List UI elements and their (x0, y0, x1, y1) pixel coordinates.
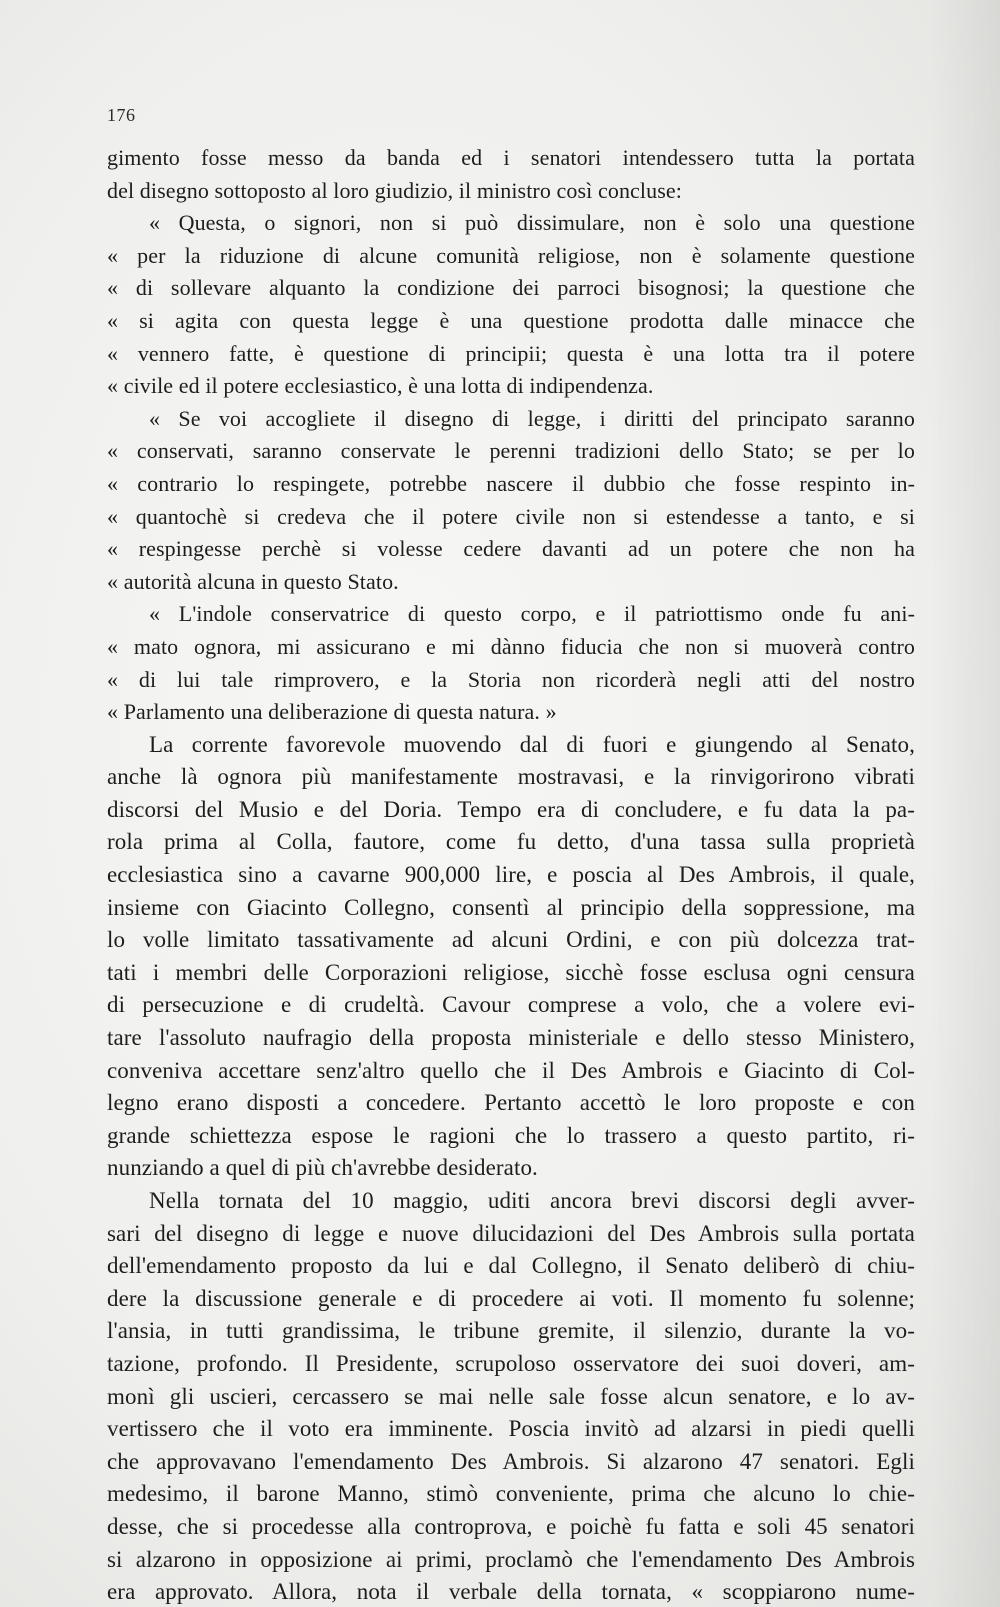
text-line: « Parlamento una deliberazione di questa natura. » (107, 699, 557, 725)
text-line: grande schiettezza espose le ragioni che lo trassero a questo partito, ri- (107, 1122, 915, 1148)
text-line: « quantochè si credeva che il potere civile non si estendesse a tanto, e si (107, 503, 915, 529)
text-line: vertissero che il voto era imminente. Poscia invitò ad alzarsi in piedi quelli (107, 1416, 915, 1442)
text-line: « autorità alcuna in questo Stato. (107, 568, 399, 594)
text-line: « di sollevare alquanto la condizione dei parroci bisognosi; la questione che (107, 275, 915, 301)
text-line: « respingesse perchè si volesse cedere davanti ad un potere che non ha (107, 536, 915, 562)
text-line: medesimo, il barone Manno, stimò conveniente, prima che alcuno lo chie- (107, 1481, 915, 1507)
text-line: desse, che si procedesse alla controprova, e poichè fu fatta e soli 45 senatori (107, 1513, 915, 1539)
body-text (107, 142, 915, 1607)
text-line: « Questa, o signori, non si può dissimulare, non è solo una questione (149, 210, 915, 236)
text-line: legno erano disposti a concedere. Pertanto accettò le loro proposte e con (107, 1090, 915, 1116)
text-line: rola prima al Colla, fautore, come fu detto, d'una tassa sulla proprietà (107, 829, 915, 855)
page-number: 176 (107, 105, 136, 125)
text-line: tati i membri delle Corporazioni religiose, sicchè fosse esclusa ogni censura (107, 959, 915, 985)
text-line: « si agita con questa legge è una questione prodotta dalle minacce che (107, 307, 915, 333)
text-line: « civile ed il potere ecclesiastico, è una lotta di indipendenza. (107, 373, 654, 399)
text-line: del disegno sottoposto al loro giudizio, il ministro così concluse: (107, 177, 682, 203)
text-line: « per la riduzione di alcune comunità religiose, non è solamente questione (107, 242, 915, 268)
text-line: « vennero fatte, è questione di principii; questa è una lotta tra il potere (107, 340, 915, 366)
text-line: La corrente favorevole muovendo dal di fuori e giungendo al Senato, (149, 731, 915, 757)
text-line: gimento fosse messo da banda ed i senatori intendessero tutta la portata (107, 145, 915, 170)
text-line: che approvavano l'emendamento Des Ambrois. Si alzarono 47 senatori. Egli (107, 1448, 915, 1474)
page-edge-shadow (930, 0, 1000, 1607)
text-line: anche là ognora più manifestamente mostravasi, e la rinvigorirono vibrati (107, 764, 915, 790)
text-line: tazione, profondo. Il Presidente, scrupoloso osservatore dei suoi doveri, am- (107, 1350, 915, 1376)
text-line: « L'indole conservatrice di questo corpo, e il patriottismo onde fu ani- (149, 601, 915, 627)
text-line: lo volle limitato tassativamente ad alcuni Ordini, e con più dolcezza trat- (107, 927, 915, 953)
text-line: « Se voi accogliete il disegno di legge, i diritti del principato saranno (149, 405, 915, 431)
text-line: conveniva accettare senz'altro quello che il Des Ambrois e Giacinto di Col- (107, 1057, 915, 1083)
text-line: di persecuzione e di crudeltà. Cavour comprese a volo, che a volere evi- (107, 992, 915, 1018)
text-line: « di lui tale rimprovero, e la Storia non ricorderà negli atti del nostro (107, 666, 915, 692)
text-line: « contrario lo respingete, potrebbe nascere il dubbio che fosse respinto in- (107, 470, 915, 496)
text-line: « conservati, saranno conservate le perenni tradizioni dello Stato; se per lo (107, 438, 915, 464)
text-line: Nella tornata del 10 maggio, uditi ancora brevi discorsi degli avver- (149, 1188, 915, 1213)
text-line: ecclesiastica sino a cavarne 900,000 lire, e poscia al Des Ambrois, il quale, (107, 862, 915, 888)
text-line: nunziando a quel di più ch'avrebbe desiderato. (107, 1155, 538, 1181)
text-line: sari del disegno di legge e nuove dilucidazioni del Des Ambrois sulla portata (107, 1220, 915, 1246)
text-line: era approvato. Allora, nota il verbale della tornata, « scoppiarono nume- (107, 1579, 915, 1605)
text-line: discorsi del Musio e del Doria. Tempo era di concludere, e fu data la pa- (107, 796, 915, 822)
text-line: « mato ognora, mi assicurano e mi dànno fiducia che non si muoverà contro (107, 633, 915, 659)
text-line: si alzarono in opposizione ai primi, proclamò che l'emendamento Des Ambrois (107, 1546, 915, 1572)
text-line: insieme con Giacinto Collegno, consentì al principio della soppressione, ma (107, 894, 915, 920)
text-line: l'ansia, in tutti grandissima, le tribune gremite, il silenzio, durante la vo- (107, 1318, 915, 1344)
text-line: tare l'assoluto naufragio della proposta ministeriale e dello stesso Ministero, (107, 1025, 915, 1051)
text-line: dell'emendamento proposto da lui e dal Collegno, il Senato deliberò di chiu- (107, 1253, 915, 1279)
text-line: monì gli uscieri, cercassero se mai nelle sale fosse alcun senatore, e lo av- (107, 1383, 915, 1409)
text-line: dere la discussione generale e di procedere ai voti. Il momento fu solenne; (107, 1285, 915, 1311)
